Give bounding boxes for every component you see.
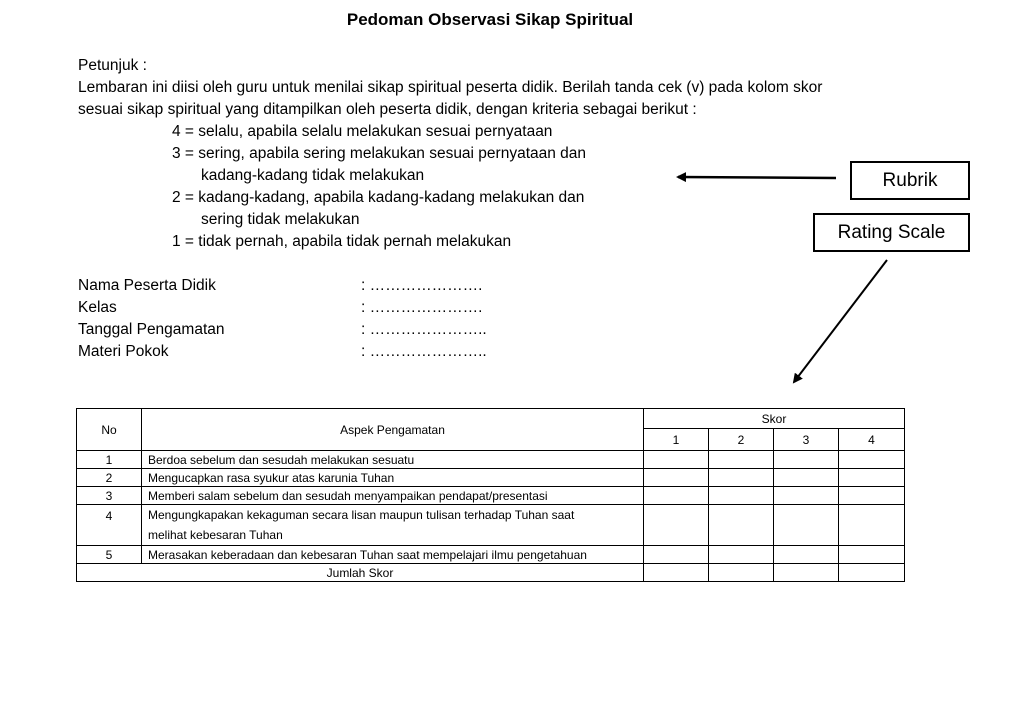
arrow-to-rubrik-criteria	[678, 177, 836, 178]
table-row	[77, 505, 905, 546]
score-cell-1[interactable]	[644, 505, 709, 546]
score-cell-1[interactable]	[644, 469, 709, 487]
page-title: Pedoman Observasi Sikap Spiritual	[346, 10, 634, 29]
criteria-2: 2 = kadang-kadang, apabila kadang-kadang melakukan dan	[172, 189, 585, 206]
header-skor-1: 1	[644, 429, 709, 451]
total-score-1[interactable]	[644, 564, 709, 582]
table-row	[77, 487, 905, 505]
header-skor: Skor	[644, 409, 905, 429]
total-score-2[interactable]	[709, 564, 774, 582]
score-cell-2[interactable]	[709, 505, 774, 546]
criteria-3: 3 = sering, apabila sering melakukan sesuai pernyataan dan	[172, 145, 587, 162]
class-label: Kelas	[78, 299, 117, 316]
table-row	[77, 546, 905, 564]
score-cell-4[interactable]	[839, 469, 905, 487]
row-aspect-line-1: Mengungkapakan kekaguman secara lisan maupun tulisan terhadap Tuhan saat	[148, 508, 575, 522]
row-number: 2	[77, 469, 142, 487]
score-cell-2[interactable]	[709, 487, 774, 505]
table-row	[77, 451, 905, 469]
row-aspect: Merasakan keberadaan dan kebesaran Tuhan saat mempelajari ilmu pengetahuan	[142, 546, 644, 564]
arrow-to-rating-scale-table	[794, 260, 887, 382]
instructions-line-2: sesuai sikap spiritual yang ditampilkan oleh peserta didik, dengan kriteria sebagai berikut :	[78, 101, 697, 118]
student-name-field: : ………………….	[361, 277, 483, 294]
score-cell-2[interactable]	[709, 451, 774, 469]
row-number: 4	[77, 505, 142, 546]
instructions-line-1: Lembaran ini diisi oleh guru untuk menilai sikap spiritual peserta didik. Berilah tanda cek (v) pada kolom skor	[78, 79, 823, 96]
rating-scale-callout: Rating Scale	[813, 213, 970, 252]
score-cell-2[interactable]	[709, 546, 774, 564]
header-no: No	[77, 409, 142, 451]
criteria-3-continued: kadang-kadang tidak melakukan	[201, 167, 425, 184]
total-label: Jumlah Skor	[77, 564, 644, 582]
total-row	[77, 564, 905, 582]
header-skor-4: 4	[839, 429, 905, 451]
score-cell-1[interactable]	[644, 451, 709, 469]
student-name-label: Nama Peserta Didik	[78, 277, 216, 294]
row-aspect: Memberi salam sebelum dan sesudah menyampaikan pendapat/presentasi	[142, 487, 644, 505]
observation-date-label: Tanggal Pengamatan	[78, 321, 225, 338]
score-cell-3[interactable]	[774, 546, 839, 564]
table-row	[77, 469, 905, 487]
total-score-4[interactable]	[839, 564, 905, 582]
score-cell-4[interactable]	[839, 546, 905, 564]
criteria-4: 4 = selalu, apabila selalu melakukan sesuai pernyataan	[172, 123, 553, 140]
criteria-2-continued: sering tidak melakukan	[201, 211, 360, 228]
row-number: 5	[77, 546, 142, 564]
header-aspek: Aspek Pengamatan	[142, 409, 644, 451]
score-cell-4[interactable]	[839, 505, 905, 546]
observation-table	[76, 408, 905, 582]
subject-matter-label: Materi Pokok	[78, 343, 169, 360]
subject-matter-field: : …………………..	[361, 343, 487, 360]
criteria-1: 1 = tidak pernah, apabila tidak pernah melakukan	[172, 233, 512, 250]
row-aspect-line-2: melihat kebesaran Tuhan	[148, 528, 283, 542]
header-skor-2: 2	[709, 429, 774, 451]
class-field: : ………………….	[361, 299, 483, 316]
row-aspect: Berdoa sebelum dan sesudah melakukan sesuatu	[142, 451, 644, 469]
score-cell-3[interactable]	[774, 505, 839, 546]
score-cell-4[interactable]	[839, 487, 905, 505]
total-score-3[interactable]	[774, 564, 839, 582]
observation-date-field: : …………………..	[361, 321, 487, 338]
score-cell-4[interactable]	[839, 451, 905, 469]
score-cell-2[interactable]	[709, 469, 774, 487]
score-cell-1[interactable]	[644, 487, 709, 505]
rubrik-callout: Rubrik	[850, 161, 970, 200]
row-aspect: Mengucapkan rasa syukur atas karunia Tuhan	[142, 469, 644, 487]
score-cell-1[interactable]	[644, 546, 709, 564]
row-number: 1	[77, 451, 142, 469]
score-cell-3[interactable]	[774, 469, 839, 487]
score-cell-3[interactable]	[774, 487, 839, 505]
row-number: 3	[77, 487, 142, 505]
instructions-heading: Petunjuk :	[78, 57, 147, 74]
score-cell-3[interactable]	[774, 451, 839, 469]
header-skor-3: 3	[774, 429, 839, 451]
row-aspect	[142, 505, 644, 546]
